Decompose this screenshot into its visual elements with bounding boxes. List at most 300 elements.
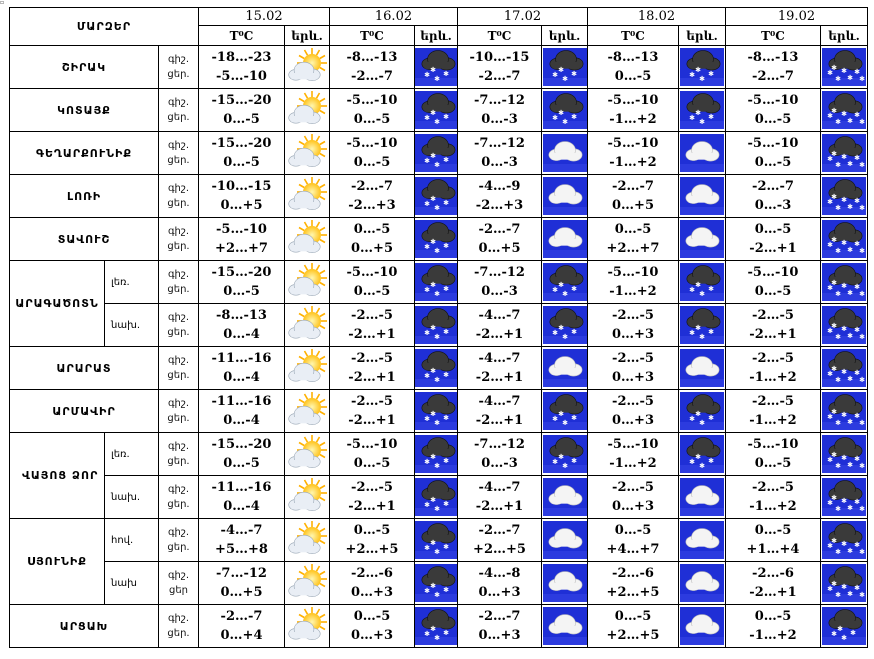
svg-text:✱: ✱ <box>831 150 837 158</box>
region-row <box>10 433 868 476</box>
day-temperature: -2…+1 <box>749 585 797 600</box>
night-temperature: -2…-7 <box>612 179 654 194</box>
snow-icon <box>415 220 458 258</box>
svg-text:✱: ✱ <box>430 410 436 418</box>
snow-icon <box>415 134 458 172</box>
time-of-day-labels <box>159 175 199 218</box>
temperature-cell <box>588 46 679 89</box>
svg-text:✱: ✱ <box>841 368 847 376</box>
svg-text:✱: ✱ <box>443 113 449 121</box>
svg-text:✱: ✱ <box>689 114 695 122</box>
svg-text:✱: ✱ <box>699 75 705 83</box>
heavy-snow-icon <box>822 349 866 387</box>
temperature-cell <box>458 519 542 562</box>
weather-icon-cell <box>285 390 330 433</box>
day-temperature: -1…+2 <box>749 413 797 428</box>
weather-icon-cell <box>542 261 588 304</box>
night-temperature: -2…-7 <box>478 609 521 624</box>
svg-text:✱: ✱ <box>424 415 430 423</box>
svg-text:✱: ✱ <box>689 415 695 423</box>
svg-text:✱: ✱ <box>695 109 701 117</box>
condition-column-header: երև. <box>542 26 588 46</box>
night-temperature: -2…-7 <box>478 222 521 237</box>
cloud-icon <box>680 521 724 559</box>
svg-text:✱: ✱ <box>424 71 430 79</box>
svg-text:✱: ✱ <box>841 325 847 333</box>
night-temperature: -5…-10 <box>747 265 799 280</box>
night-temperature: 0…-5 <box>353 523 391 538</box>
night-temperature: -15…-20 <box>211 93 272 108</box>
night-temperature: -2…-7 <box>478 523 521 538</box>
svg-text:✱: ✱ <box>430 238 436 246</box>
night-temperature: -11…-16 <box>211 480 272 495</box>
temperature-cell <box>330 132 415 175</box>
night-temperature: -2…-5 <box>612 480 654 495</box>
night-temperature: -8…-13 <box>747 50 799 65</box>
svg-text:✱: ✱ <box>859 462 865 470</box>
temperature-cell <box>726 476 821 519</box>
svg-text:✱: ✱ <box>847 504 853 512</box>
temperature-cell <box>588 476 679 519</box>
svg-text:✱: ✱ <box>841 454 847 462</box>
night-temperature: 0…-5 <box>614 222 652 237</box>
svg-text:✱: ✱ <box>847 203 853 211</box>
svg-text:✱: ✱ <box>557 66 564 74</box>
weather-icon-cell <box>679 218 726 261</box>
night-temperature: -7…-12 <box>474 437 525 452</box>
svg-text:✱: ✱ <box>847 246 853 254</box>
temperature-cell <box>199 261 285 304</box>
svg-text:✱: ✱ <box>831 408 837 416</box>
weather-icon-cell <box>285 605 330 648</box>
forecast-table <box>9 7 868 648</box>
night-temperature: -5…-10 <box>607 136 659 151</box>
day-temperature: 0…-5 <box>754 112 792 127</box>
svg-text:✱: ✱ <box>434 118 440 126</box>
day-temperature: 0…+5 <box>220 585 263 600</box>
weather-icon-cell <box>415 562 458 605</box>
night-temperature: -11…-16 <box>211 351 272 366</box>
weather-icon-cell <box>415 476 458 519</box>
svg-text:✱: ✱ <box>424 243 430 251</box>
weather-icon-cell <box>285 218 330 261</box>
temp-column-header: T⁰C <box>726 26 821 46</box>
svg-text:✱: ✱ <box>443 629 449 637</box>
svg-text:✱: ✱ <box>561 75 568 83</box>
temperature-cell <box>588 261 679 304</box>
svg-text:✱: ✱ <box>430 66 436 74</box>
cloud-icon <box>543 521 587 559</box>
weather-icon-cell <box>679 132 726 175</box>
svg-text:✱: ✱ <box>434 204 440 212</box>
svg-text:✱: ✱ <box>854 240 860 248</box>
svg-text:✱: ✱ <box>827 327 833 335</box>
temperature-cell <box>588 218 679 261</box>
day-temperature: 0…+5 <box>612 198 654 213</box>
day-temperature: 0…+3 <box>612 370 654 385</box>
day-temperature: +4…+7 <box>606 542 660 557</box>
region-name: ՍՅՈՒՆԻՔ <box>10 519 105 605</box>
sun-cloud-icon <box>285 521 329 559</box>
night-label: գիշ. <box>167 484 190 495</box>
temperature-cell <box>726 132 821 175</box>
svg-text:✱: ✱ <box>835 548 841 556</box>
night-temperature: 0…-5 <box>754 523 792 538</box>
weather-icon-cell <box>821 175 868 218</box>
day-temperature: -2…+3 <box>475 198 524 213</box>
svg-text:✱: ✱ <box>854 283 860 291</box>
snow-icon <box>543 392 587 430</box>
svg-text:✱: ✱ <box>443 285 449 293</box>
weather-icon-cell <box>821 562 868 605</box>
day-temperature: 0…-5 <box>754 284 792 299</box>
region-name: ՇԻՐԱԿ <box>10 46 159 89</box>
snow-icon <box>680 48 724 86</box>
svg-text:✱: ✱ <box>689 286 695 294</box>
night-temperature: -8…-13 <box>346 50 398 65</box>
svg-text:✱: ✱ <box>859 548 865 556</box>
weather-icon-cell <box>415 519 458 562</box>
day-temperature: 0…-5 <box>614 69 652 84</box>
snow-icon <box>543 263 587 301</box>
weather-icon-cell <box>542 433 588 476</box>
night-temperature: -5…-10 <box>346 265 398 280</box>
day-temperature: 0…+5 <box>220 198 263 213</box>
heavy-snow-icon <box>822 392 866 430</box>
svg-text:✱: ✱ <box>557 410 564 418</box>
temperature-cell <box>726 304 821 347</box>
svg-text:✱: ✱ <box>831 494 837 502</box>
svg-text:✱: ✱ <box>831 193 837 201</box>
time-of-day-labels <box>159 519 199 562</box>
night-temperature: -4…-8 <box>478 566 521 581</box>
temperature-cell <box>458 304 542 347</box>
weather-icon-cell <box>821 261 868 304</box>
day-temperature: 0…-5 <box>754 456 792 471</box>
svg-text:✱: ✱ <box>859 204 865 212</box>
day-temperature: +5…+8 <box>215 542 268 557</box>
day-temperature: 0…-3 <box>481 112 518 127</box>
temperature-cell <box>330 261 415 304</box>
svg-text:✱: ✱ <box>708 414 714 422</box>
night-temperature: -5…-10 <box>216 222 267 237</box>
svg-text:✱: ✱ <box>424 501 430 509</box>
weather-icon-cell <box>285 476 330 519</box>
temperature-cell <box>588 175 679 218</box>
svg-text:✱: ✱ <box>424 458 430 466</box>
temperature-cell <box>726 46 821 89</box>
night-label: գիշ. <box>167 613 190 624</box>
svg-text:✱: ✱ <box>835 75 841 83</box>
svg-text:✱: ✱ <box>859 333 865 341</box>
day-label: ցեր. <box>167 413 190 424</box>
svg-text:✱: ✱ <box>570 285 577 293</box>
day-temperature: 0…-3 <box>481 456 518 471</box>
svg-text:✱: ✱ <box>443 70 449 78</box>
day-temperature: +1…+4 <box>746 542 800 557</box>
night-label: գիշ. <box>167 527 190 538</box>
svg-text:✱: ✱ <box>847 160 853 168</box>
svg-text:✱: ✱ <box>859 290 865 298</box>
night-label: գիշ. <box>167 570 190 581</box>
heavy-snow-icon <box>822 220 866 258</box>
svg-text:✱: ✱ <box>430 582 436 590</box>
night-temperature: -2…-6 <box>752 566 794 581</box>
sun-cloud-icon <box>285 177 329 215</box>
night-temperature: -5…-10 <box>346 136 398 151</box>
cloud-icon <box>680 134 724 172</box>
night-label: գիշ. <box>167 140 190 151</box>
day-temperature: -1…+2 <box>609 155 657 170</box>
temperature-cell <box>458 433 542 476</box>
temperature-cell <box>588 605 679 648</box>
night-temperature: -5…-10 <box>346 437 398 452</box>
svg-text:✱: ✱ <box>434 161 440 169</box>
region-row <box>10 390 868 433</box>
svg-text:✱: ✱ <box>551 458 558 466</box>
svg-text:✱: ✱ <box>443 500 449 508</box>
svg-text:✱: ✱ <box>831 107 837 115</box>
day-temperature: 0…-5 <box>353 284 391 299</box>
temp-column-header: T⁰C <box>458 26 542 46</box>
cloud-icon <box>680 349 724 387</box>
weather-icon-cell <box>415 390 458 433</box>
temperature-cell <box>458 218 542 261</box>
day-temperature: 0…+5 <box>478 241 521 256</box>
region-row <box>10 218 868 261</box>
temperature-cell <box>330 562 415 605</box>
weather-icon-cell <box>285 347 330 390</box>
weather-icon-cell <box>821 605 868 648</box>
time-of-day-labels <box>159 476 199 519</box>
snow-icon <box>415 392 458 430</box>
sun-cloud-icon <box>285 392 329 430</box>
cloud-icon <box>543 564 587 602</box>
temperature-cell <box>199 390 285 433</box>
svg-text:✱: ✱ <box>570 414 577 422</box>
svg-text:✱: ✱ <box>424 157 430 165</box>
weather-icon-cell <box>542 562 588 605</box>
day-temperature: -2…+1 <box>475 327 524 342</box>
svg-text:✱: ✱ <box>570 457 577 465</box>
day-label: ցեր. <box>167 241 190 252</box>
day-label: ցեր. <box>167 370 190 381</box>
night-temperature: -7…-12 <box>474 136 525 151</box>
day-label: ցեր. <box>167 69 190 80</box>
svg-text:✱: ✱ <box>430 324 436 332</box>
day-temperature: +2…+7 <box>215 241 268 256</box>
svg-text:✱: ✱ <box>699 118 705 126</box>
night-temperature: -2…-5 <box>612 351 654 366</box>
night-temperature: 0…-5 <box>353 609 391 624</box>
date-header: 17.02 <box>458 8 588 26</box>
snow-icon <box>680 392 724 430</box>
svg-text:✱: ✱ <box>854 68 860 76</box>
svg-text:✱: ✱ <box>859 419 865 427</box>
night-temperature: -7…-12 <box>216 566 267 581</box>
svg-text:✱: ✱ <box>854 412 860 420</box>
weather-icon-cell <box>415 46 458 89</box>
snow-icon <box>415 478 458 516</box>
day-label: ցեր. <box>167 327 190 338</box>
svg-text:✱: ✱ <box>424 544 430 552</box>
heavy-snow-icon <box>822 435 866 473</box>
weather-icon-cell <box>285 304 330 347</box>
temperature-cell <box>458 562 542 605</box>
svg-text:✱: ✱ <box>708 285 714 293</box>
svg-text:✱: ✱ <box>847 117 853 125</box>
svg-text:✱: ✱ <box>827 585 833 593</box>
temperature-cell <box>330 46 415 89</box>
weather-icon-cell <box>679 562 726 605</box>
svg-text:✱: ✱ <box>854 369 860 377</box>
subregion-label: լեռ. <box>105 261 159 304</box>
svg-text:✱: ✱ <box>443 328 449 336</box>
night-temperature: -15…-20 <box>211 437 272 452</box>
region-name: ԿՈՏԱՅՔ <box>10 89 159 132</box>
svg-text:✱: ✱ <box>551 415 558 423</box>
region-row <box>10 89 868 132</box>
svg-text:✱: ✱ <box>551 286 558 294</box>
svg-text:✱: ✱ <box>854 111 860 119</box>
snow-icon <box>415 435 458 473</box>
weather-icon-cell <box>679 476 726 519</box>
day-temperature: 0…+3 <box>478 628 521 643</box>
svg-text:✱: ✱ <box>557 324 564 332</box>
day-label: ցեր. <box>167 628 190 639</box>
weather-icon-cell <box>679 605 726 648</box>
day-temperature: -1…+2 <box>609 284 657 299</box>
cloud-icon <box>543 349 587 387</box>
svg-text:✱: ✱ <box>854 584 860 592</box>
night-temperature: -7…-12 <box>474 93 525 108</box>
weather-icon-cell <box>415 175 458 218</box>
day-temperature: 0…+3 <box>612 413 654 428</box>
heavy-snow-icon <box>822 134 866 172</box>
svg-text:✱: ✱ <box>859 75 865 83</box>
day-temperature: 0…-5 <box>754 155 792 170</box>
night-temperature: -2…-6 <box>612 566 654 581</box>
temperature-cell <box>330 347 415 390</box>
svg-text:✱: ✱ <box>443 543 449 551</box>
night-label: գիշ. <box>167 183 190 194</box>
svg-text:✱: ✱ <box>570 70 577 78</box>
night-label: գիշ. <box>167 312 190 323</box>
sun-cloud-icon <box>285 349 329 387</box>
cloud-icon <box>543 607 587 645</box>
region-name: ՎԱՅՈՑ ՁՈՐ <box>10 433 105 519</box>
day-temperature: 0…+5 <box>351 241 393 256</box>
temperature-cell <box>588 519 679 562</box>
svg-text:✱: ✱ <box>570 328 577 336</box>
heavy-snow-icon <box>822 91 866 129</box>
svg-text:✱: ✱ <box>847 74 853 82</box>
day-temperature: 0…+3 <box>478 585 521 600</box>
weather-icon-cell <box>415 218 458 261</box>
svg-text:✱: ✱ <box>850 629 856 637</box>
svg-text:✱: ✱ <box>689 71 695 79</box>
temperature-cell <box>199 476 285 519</box>
temperature-cell <box>458 476 542 519</box>
svg-text:✱: ✱ <box>835 591 841 599</box>
svg-text:✱: ✱ <box>835 118 841 126</box>
svg-text:✱: ✱ <box>430 152 436 160</box>
weather-icon-cell <box>285 519 330 562</box>
temperature-cell <box>330 175 415 218</box>
day-temperature: 0…-4 <box>223 327 260 342</box>
svg-text:✱: ✱ <box>827 456 833 464</box>
day-temperature: 0…-5 <box>223 456 260 471</box>
day-temperature: -2…+1 <box>475 370 524 385</box>
night-label: գիշ. <box>167 97 190 108</box>
region-row <box>10 519 868 562</box>
temperature-cell <box>330 433 415 476</box>
night-temperature: -15…-20 <box>211 265 272 280</box>
temperature-cell <box>199 562 285 605</box>
svg-text:✱: ✱ <box>847 332 853 340</box>
weather-icon-cell <box>821 46 868 89</box>
weather-icon-cell <box>679 433 726 476</box>
day-temperature: -5…-10 <box>216 69 267 84</box>
day-temperature: 0…+4 <box>220 628 263 643</box>
day-temperature: -2…+1 <box>348 327 396 342</box>
svg-text:✱: ✱ <box>827 69 833 77</box>
night-temperature: -4…-7 <box>478 394 521 409</box>
heavy-snow-icon <box>822 478 866 516</box>
snow-icon <box>415 91 458 129</box>
snow-icon <box>680 91 724 129</box>
temperature-cell <box>458 390 542 433</box>
temperature-cell <box>726 218 821 261</box>
time-of-day-labels <box>159 605 199 648</box>
temperature-cell <box>726 347 821 390</box>
night-label: գիշ. <box>167 441 190 452</box>
svg-text:✱: ✱ <box>854 455 860 463</box>
night-temperature: -10…-15 <box>469 50 530 65</box>
temperature-cell <box>458 46 542 89</box>
day-temperature: 0…+3 <box>612 327 654 342</box>
heavy-snow-icon <box>822 177 866 215</box>
svg-text:✱: ✱ <box>841 110 847 118</box>
svg-text:✱: ✱ <box>551 114 558 122</box>
day-label: ցեր. <box>167 284 190 295</box>
cloud-icon <box>543 478 587 516</box>
region-row <box>10 304 868 347</box>
temperature-cell <box>330 218 415 261</box>
weather-icon-cell <box>542 304 588 347</box>
temperature-cell <box>199 304 285 347</box>
snow-icon <box>680 435 724 473</box>
svg-text:✱: ✱ <box>827 284 833 292</box>
day-temperature: 0…-4 <box>223 499 260 514</box>
region-name: ԱՐԱԳԱԾՈՏՆ <box>10 261 105 347</box>
svg-text:✱: ✱ <box>430 453 436 461</box>
day-temperature: 0…-5 <box>353 112 391 127</box>
svg-text:✱: ✱ <box>561 290 568 298</box>
night-temperature: -2…-5 <box>752 308 794 323</box>
svg-text:✱: ✱ <box>835 376 841 384</box>
svg-text:✱: ✱ <box>827 542 833 550</box>
night-temperature: -18…-23 <box>211 50 272 65</box>
svg-text:✱: ✱ <box>827 112 833 120</box>
weather-icon-cell <box>415 261 458 304</box>
region-row <box>10 605 868 648</box>
svg-text:✱: ✱ <box>847 547 853 555</box>
svg-text:✱: ✱ <box>847 418 853 426</box>
night-temperature: -8…-13 <box>607 50 659 65</box>
snow-icon <box>415 177 458 215</box>
night-temperature: -2…-5 <box>752 351 794 366</box>
